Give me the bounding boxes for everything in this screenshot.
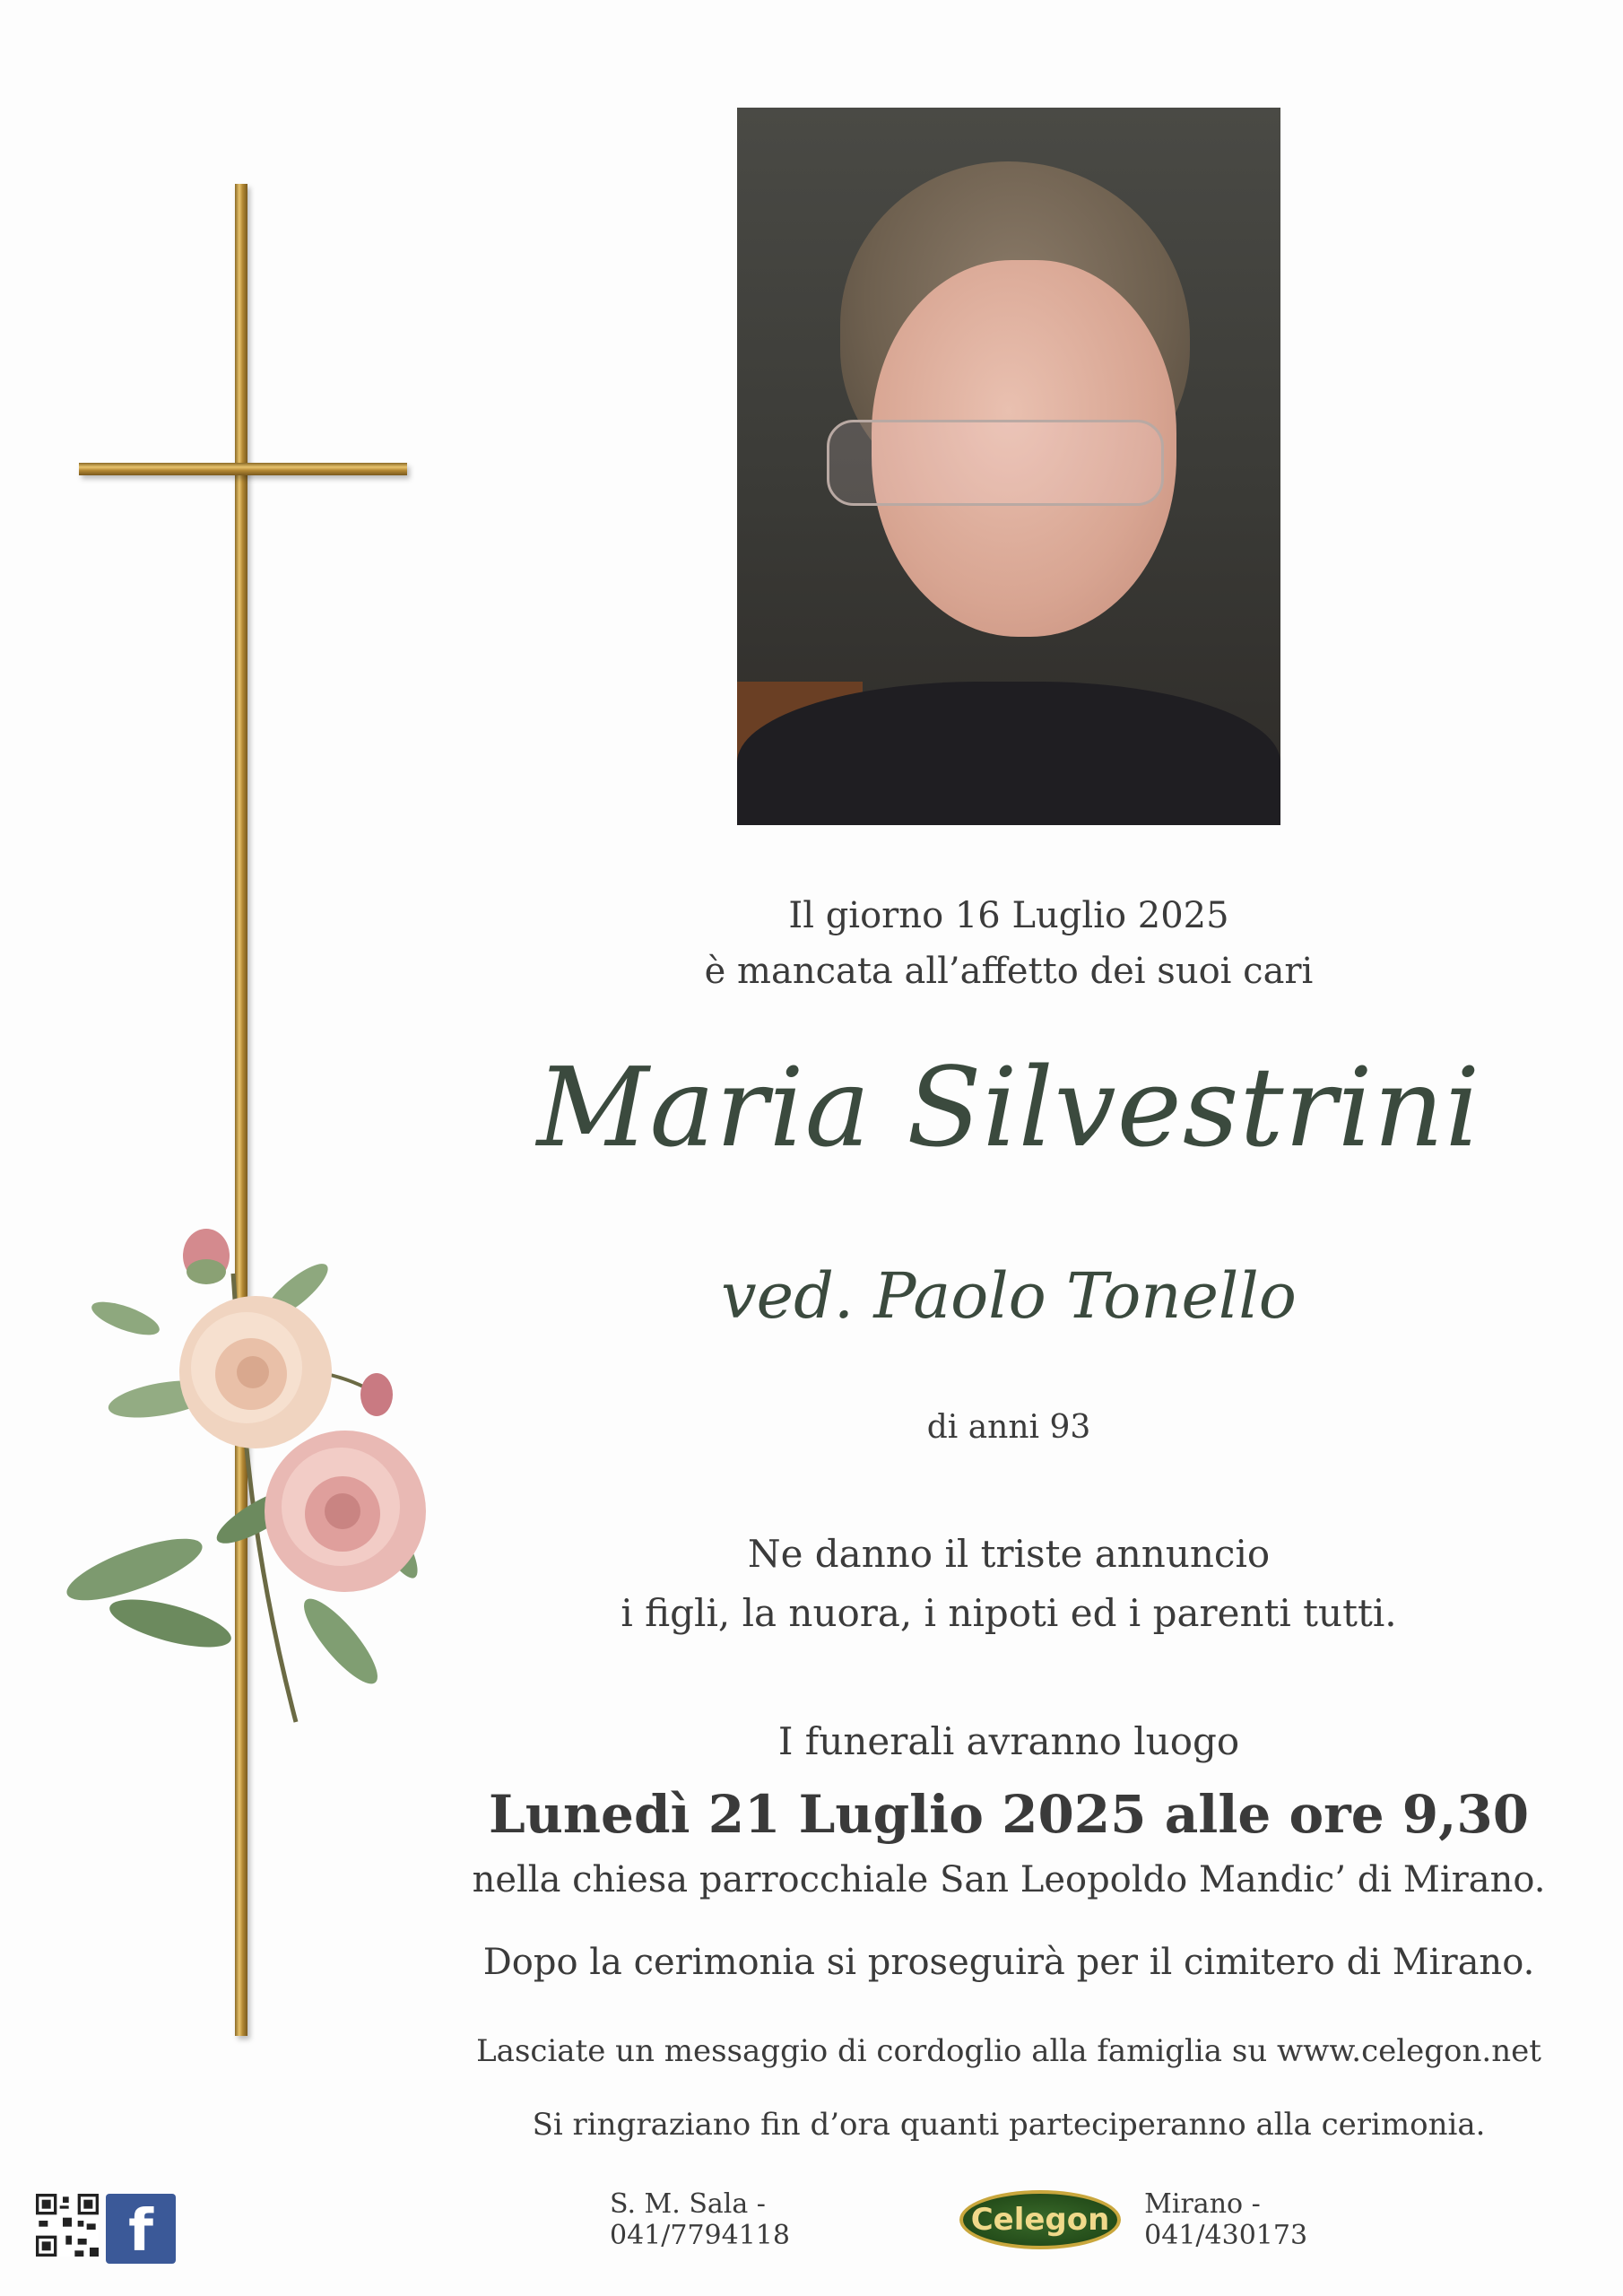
intro-text (430, 888, 1587, 999)
widow-of: ved. Paolo Tonello (721, 1259, 1297, 1333)
footer-contacts (610, 2188, 1417, 2251)
celegon-logo: Celegon (959, 2190, 1121, 2249)
peony-flowers-icon (54, 1220, 448, 1740)
funeral-date: Lunedì 21 Luglio 2025 alle ore 9,30 (488, 1784, 1530, 1845)
intro-date: Il giorno 16 Luglio 2025 (788, 895, 1229, 936)
deceased-name: Maria Silvestrini (536, 1044, 1481, 1171)
qr-code-icon[interactable] (36, 2194, 99, 2257)
cemetery-note: Dopo la cerimonia si proseguirà per il cimitero di Mirano. (482, 1942, 1535, 1983)
announcement (430, 1525, 1587, 1643)
church-location: nella chiesa parrocchiale San Leopoldo Mandic’ di Mirano. (472, 1859, 1546, 1900)
announce-line-1: Ne danno il triste annuncio (747, 1532, 1271, 1576)
thanks-note: Si ringraziano fin d’ora quanti parteciperanno alla cerimonia. (532, 2107, 1486, 2143)
cross-arm (79, 463, 407, 475)
condolence-message: Lasciate un messaggio di cordoglio alla famiglia su www.celegon.net (476, 2033, 1541, 2069)
intro-passing: è mancata all’affetto dei suoi cari (704, 951, 1314, 992)
cross-icon (235, 184, 247, 2036)
funeral-intro: I funerali avranno luogo (777, 1719, 1240, 1763)
age-text: di anni 93 (926, 1409, 1091, 1446)
facebook-icon[interactable]: f (106, 2194, 176, 2264)
left-contact: S. M. Sala - 041/7794118 (610, 2188, 790, 2251)
right-contact: Mirano - 041/430173 (1144, 2188, 1308, 2251)
announce-line-2: i figli, la nuora, i nipoti ed i parenti tutti. (621, 1591, 1397, 1635)
portrait-photo (737, 108, 1280, 825)
